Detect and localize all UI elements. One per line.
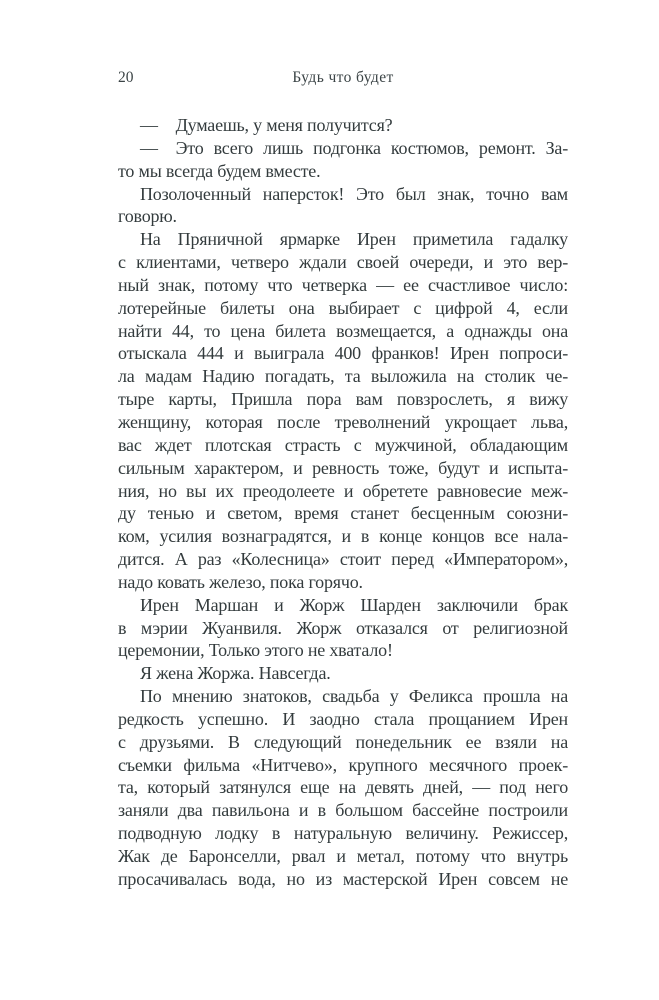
paragraph (118, 114, 568, 137)
text-line: в мэрии Жуанвиля. Жорж отказался от религиозной (118, 617, 568, 638)
text-line: женщину, которая после треволнений укрощает льва, (118, 411, 568, 432)
paragraph (118, 183, 568, 229)
text-line: На Пряничной ярмарке Ирен приметила гадалку (140, 229, 568, 250)
text-line: говорю. (118, 206, 177, 227)
text-line: просачивалась вода, но из мастерской Ирен совсем не (118, 868, 568, 889)
running-title: Будь что будет (292, 69, 394, 86)
text-line: та, который затянулся еще на девять дней, — под него (118, 777, 568, 798)
text-line: съемки фильма «Нитчево», крупного месячного проек- (118, 754, 568, 775)
text-line: — Это всего лишь подгонка костюмов, ремонт. За- (140, 137, 568, 158)
text-line: По мнению знатоков, свадьба у Феликса прошла на (140, 686, 568, 707)
text-line: ла мадам Надию погадать, та выложила на столик че- (118, 366, 568, 387)
text-line: с клиентами, четверо ждали своей очереди, и это вер- (118, 252, 568, 273)
text-line: редкость успешно. И заодно стала прощанием Ирен (118, 708, 568, 729)
text-line: дится. А раз «Колесница» стоит перед «Императором», (118, 549, 568, 570)
text-line: Жак де Баронселли, рвал и метал, потому что внутрь (118, 846, 568, 866)
paragraph (118, 137, 568, 183)
text-line: ния, но вы их преодолеете и обретете равновесие меж- (118, 480, 568, 501)
text-line: то мы всегда будем вместе. (118, 160, 321, 181)
text-line: ный знак, потому что четверка — ее счастливое число: (118, 274, 568, 295)
page-number: 20 (118, 69, 134, 86)
page-header (118, 70, 568, 90)
text-line: подводную лодку в натуральную величину. Режиссер, (118, 823, 568, 844)
text-line: заняли два павильона и в большом бассейне построили (118, 800, 568, 821)
text-line: с друзьями. В следующий понедельник ее взяли на (118, 731, 568, 752)
text-line: сильным характером, и ревность тоже, будут и испыта- (118, 457, 568, 478)
text-line: церемонии, Только этого не хватало! (118, 640, 393, 661)
text-line: найти 44, то цена билета возмещается, а однажды она (118, 320, 568, 341)
paragraph (118, 685, 568, 891)
text-line: лотерейные билеты она выбирает с цифрой 4, если (118, 297, 568, 318)
text-line: вас ждет плотская страсть с мужчиной, обладающим (118, 434, 568, 455)
text-line: ду тенью и светом, время станет бесценным союзни- (118, 503, 568, 524)
paragraph (118, 228, 568, 594)
text-line: Я жена Жоржа. Навсегда. (140, 663, 331, 684)
text-line: ком, усилия вознаградятся, и в конце концов все нала- (118, 526, 568, 547)
text-line: отыскала 444 и выиграла 400 франков! Ирен попроси- (118, 343, 568, 364)
text-line: надо ковать железо, пока горячо. (118, 571, 363, 592)
text-line: Позолоченный наперсток! Это был знак, точно вам (140, 183, 568, 204)
text-line: — Думаешь, у меня получится? (140, 115, 393, 135)
body-text (118, 114, 568, 891)
text-line: тыре карты, Пришла пора вам повзрослеть, я вижу (118, 389, 568, 410)
paragraph (118, 662, 568, 685)
text-line: Ирен Маршан и Жорж Шарден заключили брак (140, 594, 568, 615)
paragraph (118, 594, 568, 663)
